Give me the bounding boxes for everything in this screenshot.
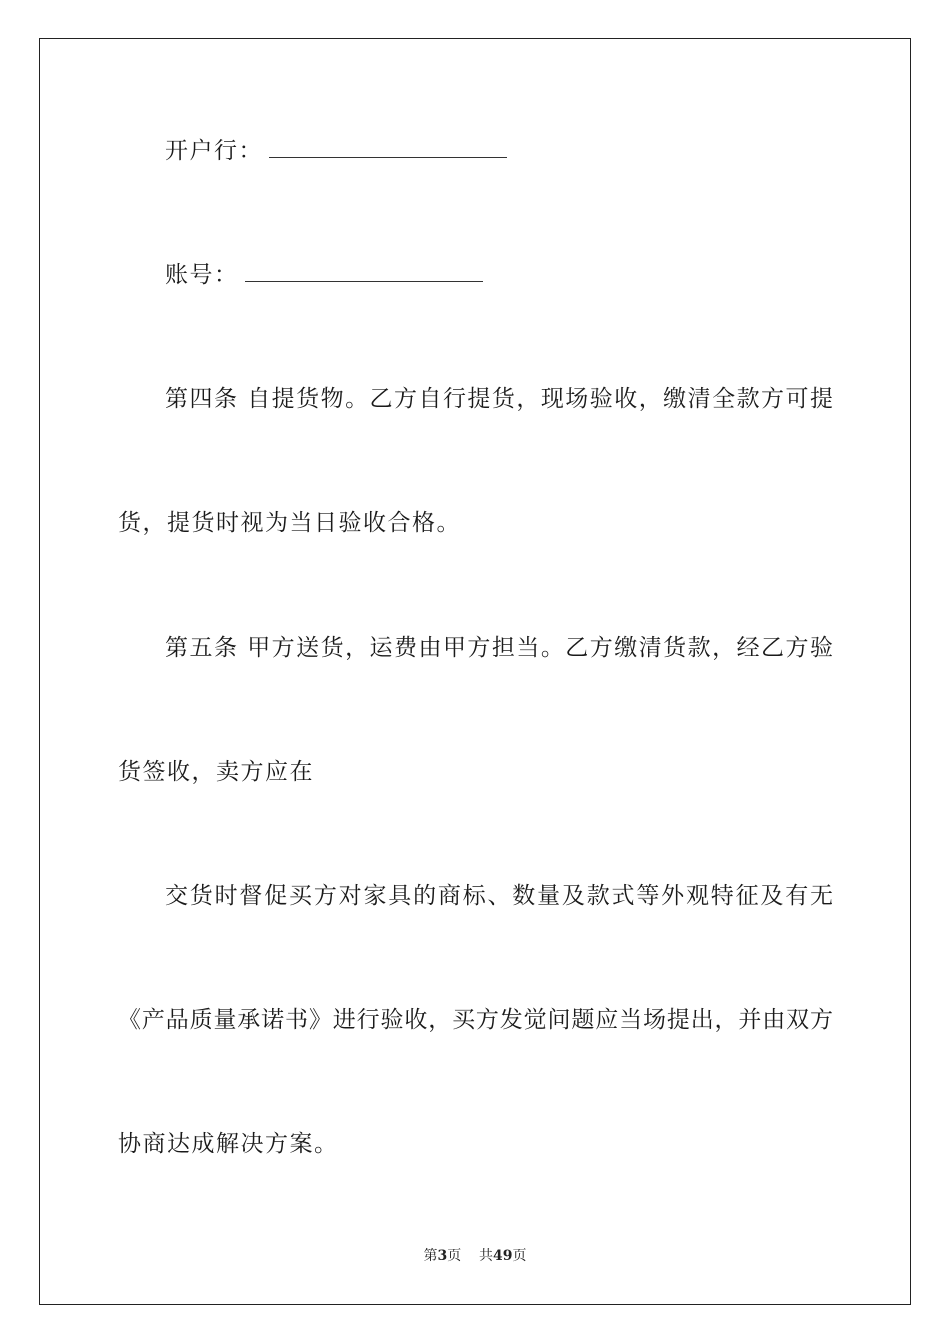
- page-prefix: 第: [423, 1248, 438, 1264]
- paragraph-line: 第五条 甲方送货，运费由甲方担当。乙方缴清货款，经乙方验: [165, 635, 833, 661]
- total-pages: 49: [493, 1248, 513, 1264]
- page-number: 3: [437, 1248, 448, 1264]
- bank-label: 开户行：: [165, 138, 263, 164]
- paragraph-line: 货，提货时视为当日验收合格。: [118, 510, 461, 536]
- page-footer: [0, 1247, 950, 1265]
- page-border: [39, 38, 911, 1305]
- account-field: [165, 260, 833, 290]
- bank-blank-line: [269, 137, 507, 158]
- paragraph-line: 交货时督促买方对家具的商标、数量及款式等外观特征及有无: [165, 883, 833, 909]
- account-label: 账号：: [165, 262, 239, 288]
- total-suffix: 页: [512, 1248, 527, 1264]
- total-prefix: 共: [479, 1248, 494, 1264]
- bank-field: [165, 136, 833, 166]
- page-suffix: 页: [447, 1248, 462, 1264]
- paragraph-line: 《产品质量承诺书》进行验收，买方发觉问题应当场提出，并由双方: [118, 1007, 833, 1033]
- paragraph-line: 协商达成解决方案。: [118, 1131, 339, 1157]
- paragraph-line: 货签收，卖方应在: [118, 759, 314, 785]
- paragraph-line: 第四条 自提货物。乙方自行提货，现场验收，缴清全款方可提: [165, 386, 833, 412]
- account-blank-line: [245, 261, 483, 282]
